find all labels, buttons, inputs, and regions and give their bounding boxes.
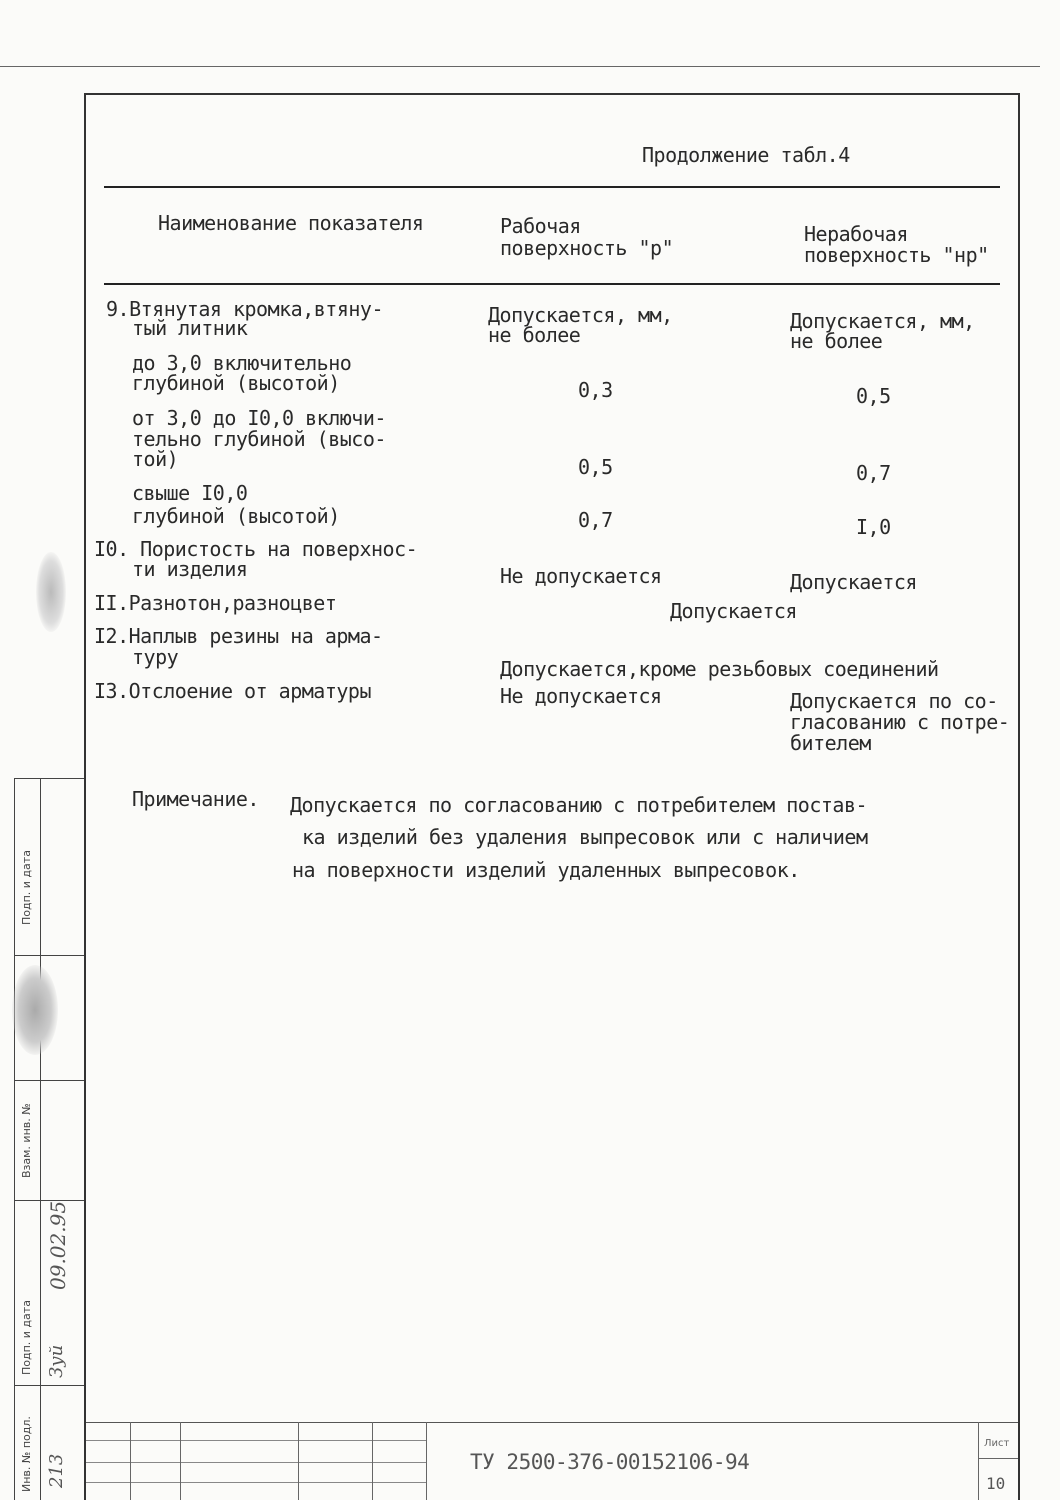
row9c-title-line2: глубиной (высотой) [132, 504, 340, 528]
row9-nonworking-line1: Допускается, мм, [790, 309, 975, 333]
sidebar-inner-border [40, 778, 41, 1500]
punch-hole-mark-lower [12, 965, 58, 1055]
row9a-nonworking-value: 0,5 [856, 384, 891, 408]
title-block-col-3 [298, 1422, 299, 1500]
note-line2: ка изделий без удаления выпресовок или с наличием [302, 825, 868, 849]
note-label: Примечание. [132, 787, 259, 811]
row9-title-line1: 9.Втянутая кромка,втяну- [106, 297, 383, 321]
title-block-col-2 [180, 1422, 181, 1500]
frame-top-border [84, 93, 1020, 95]
title-block-sheet-col [978, 1422, 979, 1500]
row9-working-line2: не более [488, 323, 581, 347]
handwritten-signature: Зуй [46, 1344, 67, 1378]
row10-working-value: Не допускается [500, 564, 662, 588]
title-block-col-4 [372, 1422, 373, 1500]
title-block-col-5 [426, 1422, 427, 1500]
row9c-working-value: 0,7 [578, 508, 613, 532]
sidebar-divider-1 [14, 955, 84, 956]
handwritten-inventory-number: 213 [46, 1453, 67, 1488]
title-block-row-line-2 [86, 1462, 426, 1463]
sheet-label: Лист [984, 1438, 1010, 1449]
title-block-col-1 [130, 1422, 131, 1500]
row9b-working-value: 0,5 [578, 455, 613, 479]
row9a-title-line2: глубиной (высотой) [132, 371, 340, 395]
row13-nonworking-line1: Допускается по со- [790, 689, 998, 713]
row9b-title-line2: тельно глубиной (высо- [132, 427, 386, 451]
row9a-working-value: 0,3 [578, 378, 613, 402]
punch-hole-mark-upper [36, 552, 66, 632]
column-header-nonworking-line2: поверхность "нр" [804, 243, 989, 267]
row9c-title-line1: свыше I0,0 [132, 481, 248, 505]
table-top-rule [104, 186, 1000, 188]
row12-title-line1: I2.Наплыв резины на арма- [94, 624, 383, 648]
row9a-title-line1: до 3,0 включительно [132, 351, 352, 375]
sidebar-top-line [14, 778, 84, 779]
row13-nonworking-line2: гласованию с потре- [790, 710, 1010, 734]
sidebar-divider-2 [14, 1080, 84, 1081]
note-line1: Допускается по согласованию с потребителем постав- [290, 793, 868, 817]
row12-title-line2: туру [132, 645, 179, 669]
sheet-number: 10 [986, 1474, 1006, 1493]
row13-title: I3.Отслоение от арматуры [94, 679, 371, 703]
sidebar-label-original-inv: Инв. № подл. [20, 1416, 33, 1492]
row9-nonworking-line2: не более [790, 329, 883, 353]
column-header-working-line1: Рабочая [500, 214, 581, 238]
row12-both-value: Допускается,кроме резьбовых соединений [500, 657, 939, 681]
row11-title: II.Разнотон,разноцвет [94, 591, 337, 615]
note-line3: на поверхности изделий удаленных выпресовок. [292, 858, 800, 882]
row9b-title-line3: той) [132, 447, 179, 471]
title-block-top-line [86, 1422, 1018, 1423]
row9b-title-line1: от 3,0 до I0,0 включи- [132, 406, 386, 430]
row13-nonworking-line3: бителем [790, 731, 871, 755]
row9c-nonworking-value: I,0 [856, 515, 891, 539]
frame-right-border [1018, 93, 1020, 1500]
sidebar-label-replaced-inv: Взам. инв. № [20, 1103, 33, 1178]
row9-working-line1: Допускается, мм, [488, 303, 673, 327]
title-block-row-line-3 [86, 1482, 426, 1483]
document-code: ТУ 2500-376-00152106-94 [470, 1450, 750, 1474]
column-header-nonworking-line1: Нерабочая [804, 222, 908, 246]
handwritten-date: 09.02.95 [46, 1200, 70, 1290]
sidebar-label-sign-date-1: Подп. и дата [20, 850, 33, 925]
row11-both-value: Допускается [670, 599, 797, 623]
scan-top-edge-line [0, 66, 1040, 67]
column-header-working-line2: поверхность "р" [500, 236, 674, 260]
row10-nonworking-value: Допускается [790, 570, 917, 594]
sidebar-label-sign-date-2: Подп. и дата [20, 1300, 33, 1375]
row10-title-line2: ти изделия [132, 557, 248, 581]
row9-title-line2: тый литник [132, 316, 248, 340]
sidebar-outer-border [14, 778, 15, 1500]
sidebar-divider-4 [14, 1385, 84, 1386]
table-header-rule [104, 283, 1000, 285]
column-header-name: Наименование показателя [158, 211, 424, 235]
title-block-row-line-1 [86, 1440, 426, 1441]
frame-left-border [84, 93, 86, 1500]
row10-title-line1: I0. Пористость на поверхнос- [94, 537, 418, 561]
row9b-nonworking-value: 0,7 [856, 461, 891, 485]
title-block-sheet-divider [978, 1458, 1018, 1459]
row13-working-value: Не допускается [500, 684, 662, 708]
table-continuation-caption: Продолжение табл.4 [642, 143, 850, 167]
